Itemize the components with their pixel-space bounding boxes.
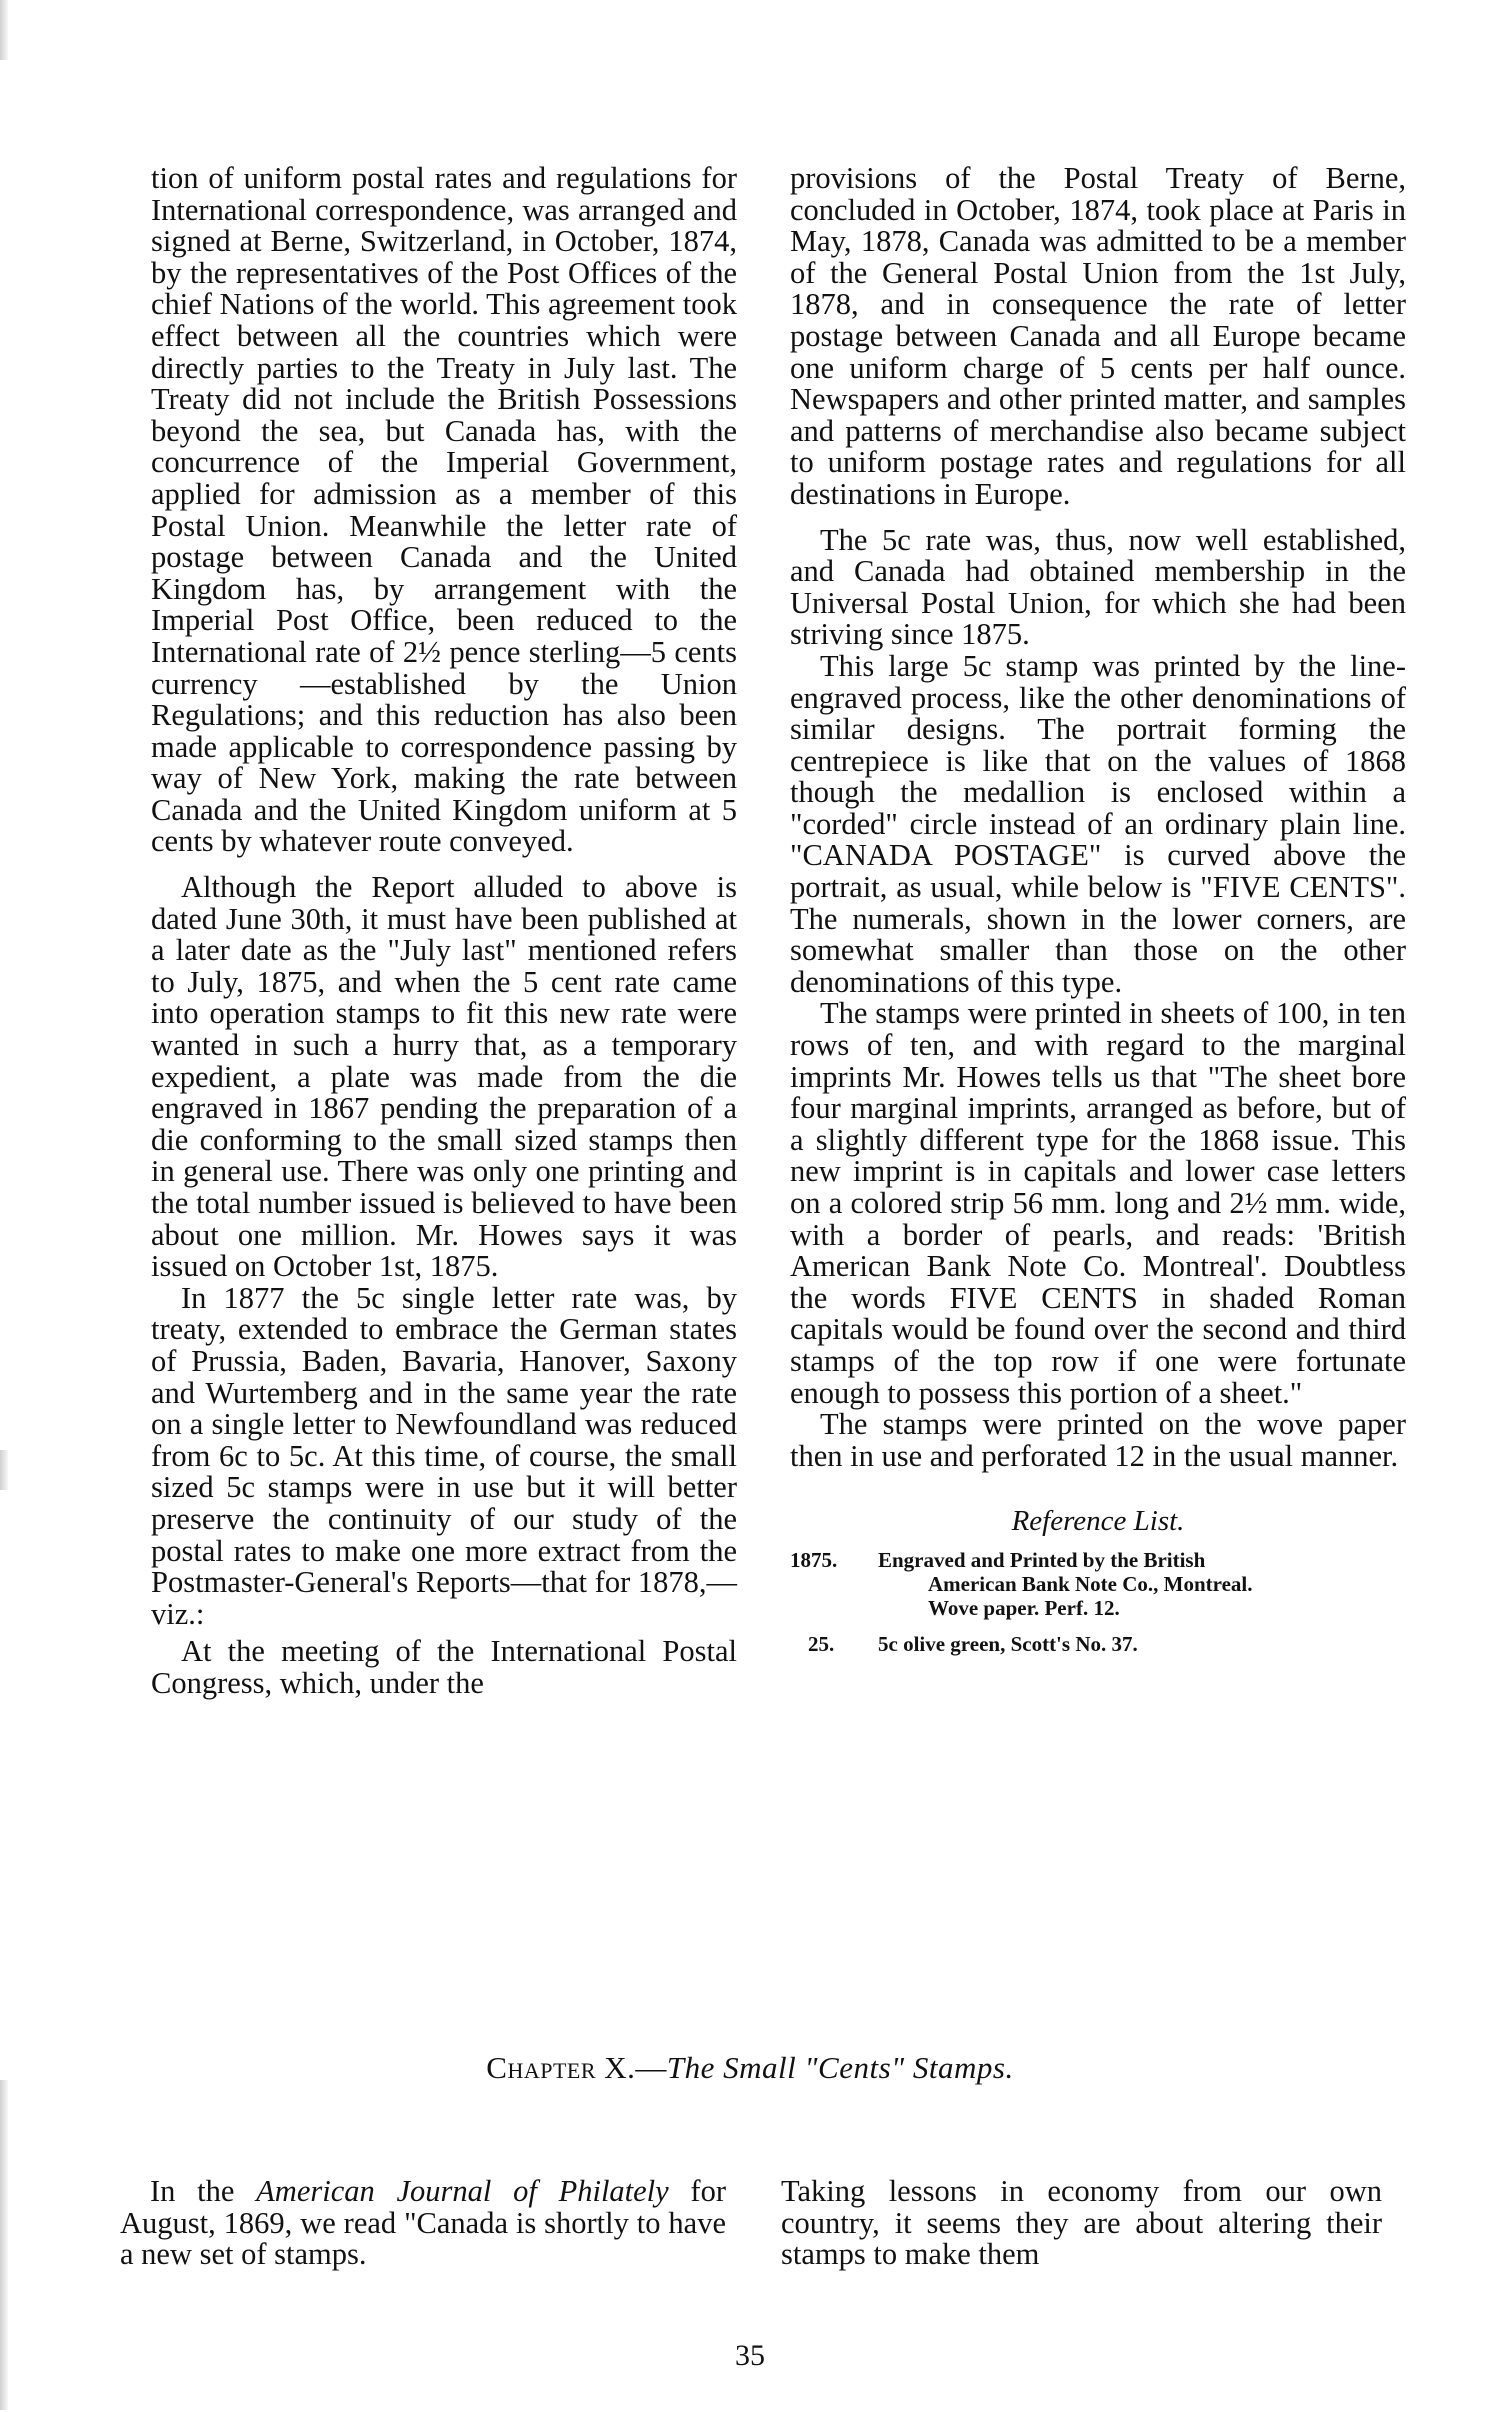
reference-item-text: 5c olive green, Scott's No. 37. <box>878 1631 1138 1656</box>
right-paragraph-3: This large 5c stamp was printed by the line-engraved process, like the other denominations of similar designs. The portrait forming the centrepiece is like that on the values of 1868 though the medallion is enclosed within a "corded" circle instead of an ordinary plain line. "CANADA POSTAGE" is curved above the portrait, as usual, while below is "FIVE CENTS". The numerals, shown in the lower corners, are somewhat smaller than those on the other denominations of this type. <box>790 648 1406 999</box>
journal-title: American Journal of Philately <box>256 2174 669 2208</box>
reference-description <box>878 1548 1406 1620</box>
reference-list-title: Reference List. <box>1011 1505 1185 1538</box>
bottom-left-column <box>120 2176 726 2271</box>
reference-line-3: Wove paper. Perf. 12. <box>928 1595 1120 1620</box>
scan-edge-top <box>0 0 8 60</box>
reference-item <box>790 1632 1406 1656</box>
left-column <box>151 163 737 1700</box>
chapter-title: The Small "Cents" Stamps. <box>666 2050 1014 2085</box>
chapter-heading <box>0 2050 1500 2086</box>
reference-line-2: American Bank Note Co., Montreal. <box>928 1571 1253 1596</box>
chapter-label: Chapter X. <box>486 2050 636 2085</box>
bottom-left-text-before: In the <box>150 2174 257 2208</box>
reference-item-number: 25. <box>808 1631 835 1656</box>
left-paragraph-2: Although the Report alluded to above is dated June 30th, it must have been published at a later date as the "July last" mentioned refers to July, 1875, and when the 5 cent rate came into operation stamps to fit this new rate were wanted in such a hurry that, as a temporary expedient, a plate was made from the die engraved in 1867 pending the preparation of a die conforming to the small sized stamps then in general use. There was only one printing and the total number issued is believed to have been about one million. Mr. Howes says it was issued on October 1st, 1875. <box>151 870 737 1284</box>
right-column <box>790 163 1406 1656</box>
scan-edge-middle <box>0 1450 8 1490</box>
left-paragraph-3: In 1877 the 5c single letter rate was, by treaty, extended to embrace the German states of Prussia, Baden, Bavaria, Hanover, Saxony and Wurtemberg and in the same year the rate on a single letter to Newfoundland was reduced from 6c to 5c. At this time, of course, the small sized 5c stamps were in use but it will better preserve the continuity of our study of the postal rates to make one more extract from the Postmaster-General's Reports—that for 1878,—viz.: <box>151 1280 737 1631</box>
left-paragraph-1: tion of uniform postal rates and regulations for International correspondence, was arranged and signed at Berne, Switzerland, in October, 1874, by the representatives of the Post Offices of the chief Nations of the world. This agreement took effect between all the countries which were directly parties to the Treaty in July last. The Treaty did not include the British Possessions beyond the sea, but Canada has, with the concurrence of the Imperial Government, applied for admission as a member of this Postal Union. Meanwhile the letter rate of postage between Canada and the United Kingdom has, by arrangement with the Imperial Post Office, been reduced to the International rate of 2½ pence sterling—5 cents currency —established by the Union Regulations; and this reduction has also been made applicable to correspondence passing by way of New York, making the rate between Canada and the United Kingdom uniform at 5 cents by whatever route conveyed. <box>151 161 737 859</box>
reference-line-1: Engraved and Printed by the British <box>878 1547 1206 1572</box>
reference-year: 1875. <box>790 1547 838 1572</box>
right-paragraph-1: provisions of the Postal Treaty of Berne, concluded in October, 1874, took place at Paris in May, 1878, Canada was admitted to be a member of the General Postal Union from the 1st July, 1878, and in consequence the rate of letter postage between Canada and all Europe became one uniform charge of 5 cents per half ounce. Newspapers and other printed matter, and samples and patterns of merchandise also became subject to uniform postage rates and regulations for all destinations in Europe. <box>790 161 1406 511</box>
reference-entry <box>790 1548 1406 1620</box>
right-paragraph-5: The stamps were printed on the wove paper then in use and perforated 12 in the usual manner. <box>790 1407 1406 1473</box>
right-paragraph-4: The stamps were printed in sheets of 100, in ten rows of ten, and with regard to the marginal imprints Mr. Howes tells us that "The sheet bore four marginal imprints, arranged as before, but of a slightly different type for the 1868 issue. This new imprint is in capitals and lower case letters on a colored strip 56 mm. long and 2½ mm. wide, with a border of pearls, and reads: 'British American Bank Note Co. Montreal'. Doubtless the words FIVE CENTS in shaded Roman capitals would be found over the second and third stamps of the top row if one were fortunate enough to possess this portion of a sheet." <box>790 996 1406 1410</box>
chapter-dash: — <box>635 2050 667 2085</box>
left-paragraph-4: At the meeting of the International Postal Congress, which, under the <box>151 1634 737 1700</box>
page-number: 35 <box>735 2339 765 2372</box>
bottom-left-text-after: for August, 1869, we read "Canada is shortly to have a new set of stamps. <box>120 2174 726 2272</box>
bottom-left-paragraph <box>120 2176 726 2271</box>
bottom-right-column <box>781 2176 1382 2271</box>
bottom-right-paragraph: Taking lessons in economy from our own country, it seems they are about altering their stamps to make them <box>781 2174 1382 2272</box>
right-paragraph-2: The 5c rate was, thus, now well established, and Canada had obtained membership in the Universal Postal Union, for which she had been striving since 1875. <box>790 522 1406 652</box>
